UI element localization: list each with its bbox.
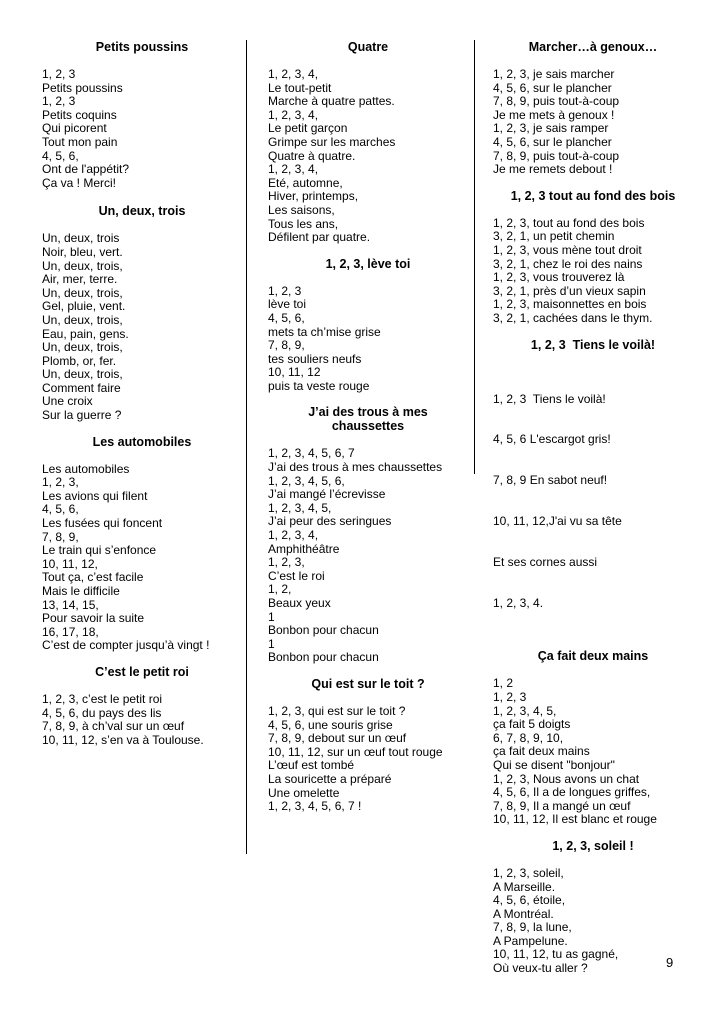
poem-line: 1, 2, 3: [42, 94, 76, 109]
poem-line: 3, 2, 1, chez le roi des nains: [493, 256, 643, 271]
poem-line: Petits coquins: [42, 107, 117, 122]
poem-qui-est-sur-le-toit: [268, 677, 468, 814]
column-right: [493, 40, 693, 976]
poem-line: ça fait 5 doigts: [493, 717, 571, 732]
poem-line: Quatre à quatre.: [268, 148, 356, 163]
poem-line: 1, 2, 3 Tiens le voilà!: [493, 391, 606, 406]
poem-line: Les saisons,: [268, 202, 335, 217]
poem-title: Quatre: [347, 40, 389, 54]
poem-lines: [493, 677, 693, 827]
poem-line: Ont de l'appétit?: [42, 162, 130, 177]
poem-line: L’œuf est tombé: [268, 758, 355, 773]
poem-petits-poussins: [42, 40, 242, 190]
poem-title: Un, deux, trois: [98, 204, 186, 219]
poem-tiens-le-voila: [493, 338, 693, 638]
poem-line: 4, 5, 6, étoile,: [493, 893, 566, 908]
poem-line: 10, 11, 12, tu as gagné,: [493, 947, 619, 962]
poem-line: Hiver, printemps,: [268, 189, 359, 204]
poem-line: 3, 2, 1, près d’un vieux sapin: [493, 283, 646, 298]
poem-line: Qui se disent "bonjour": [493, 757, 615, 772]
poem-line: 6, 7, 8, 9, 10,: [493, 730, 564, 745]
poem-line: 4, 5, 6, sur le plancher: [493, 80, 612, 95]
poem-line: 7, 8, 9, la lune,: [493, 920, 572, 935]
poem-line: Tout ça, c’est facile: [42, 570, 144, 585]
poem-line: Plomb, or, fer.: [42, 353, 117, 368]
poem-line: 1: [268, 609, 275, 624]
poem-line: Les automobiles: [42, 461, 130, 476]
poem-lines: [42, 232, 242, 422]
poem-quatre: [268, 40, 468, 245]
poem-line: 10, 11, 12, s’en va à Toulouse.: [42, 732, 204, 747]
poem-line: 1, 2, 3, je sais marcher: [493, 67, 615, 81]
poem-line: 1, 2, 3: [268, 283, 302, 298]
poem-line: J’ai des trous à mes chaussettes: [268, 460, 443, 475]
poem-line: Air, mer, terre.: [42, 272, 118, 287]
poem-line: 1, 2: [493, 676, 514, 691]
poem-line: Tout mon pain: [42, 134, 118, 149]
poem-soleil: [493, 839, 693, 976]
poem-line: 1, 2,: [268, 582, 292, 597]
poem-line: 4, 5, 6, Il a de longues griffes,: [493, 785, 651, 800]
poem-trous-chaussettes: [268, 405, 468, 665]
poem-leve-toi: [268, 257, 468, 394]
poem-line: Mais le difficile: [42, 584, 120, 598]
poem-line: C’est de compter jusqu’à vingt !: [42, 638, 210, 653]
poem-line: Où veux-tu aller ?: [493, 961, 588, 976]
poem-line: 7, 8, 9, Il a mangé un œuf: [493, 798, 631, 813]
poem-line: 1, 2, 3, 4,: [268, 107, 319, 122]
poem-line: Un, deux, trois,: [42, 285, 123, 300]
poem-lines: [493, 217, 693, 326]
poem-line: Je me mets à genoux !: [493, 107, 615, 122]
poem-line: Un, deux, trois,: [42, 340, 123, 355]
poem-lines: [268, 68, 468, 245]
poem-line: 10, 11, 12,J'ai vu sa tête: [493, 514, 622, 529]
poem-line: 13, 14, 15,: [42, 597, 99, 612]
poem-line: Un, deux, trois: [42, 231, 120, 246]
poem-line: 1, 2, 3, 4,: [268, 67, 319, 81]
poem-line: Marche à quatre pattes.: [268, 94, 395, 109]
poem-line: 7, 8, 9, debout sur un œuf: [268, 731, 407, 746]
poem-line: 10, 11, 12,: [42, 556, 98, 571]
poem-line: 1, 2, 3, 4, 5, 6, 7: [268, 446, 355, 461]
column-divider-left: [246, 40, 247, 854]
poem-title: 1, 2, 3, lève toi: [325, 256, 411, 271]
poem-line: Le petit garçon: [268, 121, 348, 136]
poem-line: 1, 2, 3: [493, 689, 527, 704]
poem-line: A Marseille.: [493, 879, 556, 894]
poem-title: Petits poussins: [95, 40, 189, 54]
poem-fond-des-bois: [493, 189, 693, 326]
poem-line: Comment faire: [42, 380, 121, 395]
poem-line: Un, deux, trois,: [42, 258, 123, 273]
poem-line: puis ta veste rouge: [268, 378, 370, 393]
poem-lines: [493, 867, 693, 976]
poem-line: La souricette a préparé: [268, 771, 392, 786]
poem-line: C’est le roi: [268, 568, 325, 583]
poem-line: 1, 2, 3,: [268, 555, 305, 570]
poem-line: Les fusées qui foncent: [42, 516, 163, 531]
poem-line: 7, 8, 9, à ch’val sur un œuf: [42, 719, 185, 734]
poem-line: lève toi: [268, 297, 307, 312]
poem-line: 1, 2, 3, vous trouverez là: [493, 270, 625, 285]
poem-line: 1, 2, 3, 4, 5, 6, 7 !: [268, 799, 362, 814]
poem-line: Bonbon pour chacun: [268, 650, 379, 665]
poem-lines: [268, 705, 468, 814]
poem-line: 1, 2, 3, c’est le petit roi: [42, 691, 163, 706]
poem-line: J’ai mangé l’écrevisse: [268, 487, 386, 502]
poem-line: Un, deux, trois,: [42, 367, 123, 382]
poem-line: Petits poussins: [42, 80, 123, 95]
poem-line: 1, 2, 3: [42, 67, 76, 81]
poem-line: tes souliers neufs: [268, 351, 362, 366]
poem-line: Une omelette: [268, 785, 340, 800]
poem-line: Beaux yeux: [268, 596, 331, 610]
poem-line: 10, 11, 12, Il est blanc et rouge: [493, 812, 657, 827]
poem-line: 7, 8, 9,: [268, 338, 305, 353]
poem-line: Et ses cornes aussi: [493, 554, 598, 569]
poem-line: 1, 2, 3, 4, 5, 6,: [268, 473, 345, 488]
poem-line: ça fait deux mains: [493, 744, 590, 759]
poem-line: Qui picorent: [42, 121, 107, 136]
poem-un-deux-trois: [42, 204, 242, 422]
poem-line: 1, 2, 3, soleil,: [493, 865, 564, 880]
poem-title: 1, 2, 3, soleil !: [552, 838, 634, 853]
poem-line: Défilent par quatre.: [268, 230, 371, 245]
poem-line: A Pampelune.: [493, 933, 568, 948]
poem-line: 4, 5, 6, sur le plancher: [493, 134, 612, 149]
poem-line: 3, 2, 1, un petit chemin: [493, 229, 615, 244]
poem-line: 1, 2, 3, 4, 5,: [493, 703, 557, 718]
poem-title: Marcher…à genoux…: [528, 40, 658, 54]
poem-line: 7, 8, 9, puis tout-à-coup: [493, 94, 620, 109]
poem-deux-mains: [493, 649, 693, 827]
poem-line: 4, 5, 6,: [42, 502, 79, 517]
poem-line: 1, 2, 3, 4.: [493, 595, 544, 610]
poem-line: Eté, automne,: [268, 175, 343, 190]
poem-cest-le-petit-roi: [42, 665, 242, 747]
poem-line: 3, 2, 1, cachées dans le thym.: [493, 310, 653, 325]
poem-line: Sur la guerre ?: [42, 408, 122, 423]
poem-line: J’ai peur des seringues: [268, 514, 392, 529]
poem-line: A Montréal.: [493, 906, 554, 921]
poem-line: Un, deux, trois,: [42, 312, 123, 327]
poem-line: Gel, pluie, vent.: [42, 299, 126, 314]
poem-title: Les automobiles: [92, 434, 192, 449]
poem-lines: [42, 693, 242, 747]
poem-line: 1: [268, 636, 275, 651]
column-divider-right: [474, 40, 475, 474]
poem-line: 7, 8, 9 En sabot neuf!: [493, 473, 608, 488]
poem-line: Le train qui s’enfonce: [42, 543, 157, 558]
poem-line: 4, 5, 6,: [42, 148, 79, 163]
poem-les-automobiles: [42, 435, 242, 653]
poem-line: Une croix: [42, 394, 93, 409]
poem-line: Le tout-petit: [268, 80, 332, 95]
poem-line: Je me remets debout !: [493, 162, 613, 177]
poem-title: J’ai des trous à mes chaussettes: [308, 405, 428, 434]
poem-line: Tous les ans,: [268, 216, 339, 231]
poem-title: 1, 2, 3 Tiens le voilà!: [530, 337, 656, 352]
poem-line: Grimpe sur les marches: [268, 134, 396, 149]
poem-line: 4, 5, 6, une souris grise: [268, 717, 393, 732]
poem-line: 1, 2, 3, 4, 5,: [268, 500, 332, 515]
poem-marcher-a-genoux: [493, 40, 693, 177]
column-left: [42, 40, 242, 747]
poem-line: 4, 5, 6, du pays des lis: [42, 705, 162, 720]
poem-lines: [42, 68, 242, 190]
poem-line: 1, 2, 3, maisonnettes en bois: [493, 297, 647, 312]
poem-line: 4, 5, 6,: [268, 310, 305, 325]
poem-line: Noir, bleu, vert.: [42, 244, 123, 259]
poem-line: 1, 2, 3,: [42, 475, 79, 490]
poem-line: 1, 2, 3, 4,: [268, 528, 319, 543]
poem-line: 1, 2, 3, 4,: [268, 162, 319, 177]
poem-title: 1, 2, 3 tout au fond des bois: [510, 188, 676, 203]
poem-line: mets ta ch’mise grise: [268, 324, 381, 339]
poem-line: 1, 2, 3, vous mène tout droit: [493, 242, 642, 257]
poem-line: 10, 11, 12, sur un œuf tout rouge: [268, 744, 443, 759]
column-middle: [268, 40, 468, 814]
poem-line: Pour savoir la suite: [42, 611, 145, 626]
poem-line: Eau, pain, gens.: [42, 326, 129, 341]
poem-lines: [42, 463, 242, 653]
poem-line: 1, 2, 3, je sais ramper: [493, 121, 609, 136]
poem-line: 1, 2, 3, Nous avons un chat: [493, 771, 640, 786]
poem-lines: [268, 285, 468, 394]
poem-title: Qui est sur le toit ?: [311, 676, 425, 691]
poem-lines: [268, 447, 468, 665]
poem-line: 7, 8, 9,: [42, 529, 79, 544]
page-number: 9: [666, 955, 674, 970]
poem-line: 7, 8, 9, puis tout-à-coup: [493, 148, 620, 163]
poem-line: Les avions qui filent: [42, 488, 148, 503]
poem-lines: [493, 68, 693, 177]
poem-line: 16, 17, 18,: [42, 624, 99, 639]
poem-line: 10, 11, 12: [268, 365, 321, 380]
poem-line: 1, 2, 3, tout au fond des bois: [493, 215, 645, 230]
poem-lines: [493, 366, 693, 638]
poem-line: Amphithéâtre: [268, 541, 340, 556]
poem-title: C’est le petit roi: [95, 664, 189, 679]
poem-line: 1, 2, 3, qui est sur le toit ?: [268, 703, 406, 718]
poem-title: Ça fait deux mains: [537, 649, 649, 664]
poem-line: Ça va ! Merci!: [42, 175, 117, 190]
poem-line: Bonbon pour chacun: [268, 623, 379, 638]
poem-line: 4, 5, 6 L'escargot gris!: [493, 432, 611, 447]
